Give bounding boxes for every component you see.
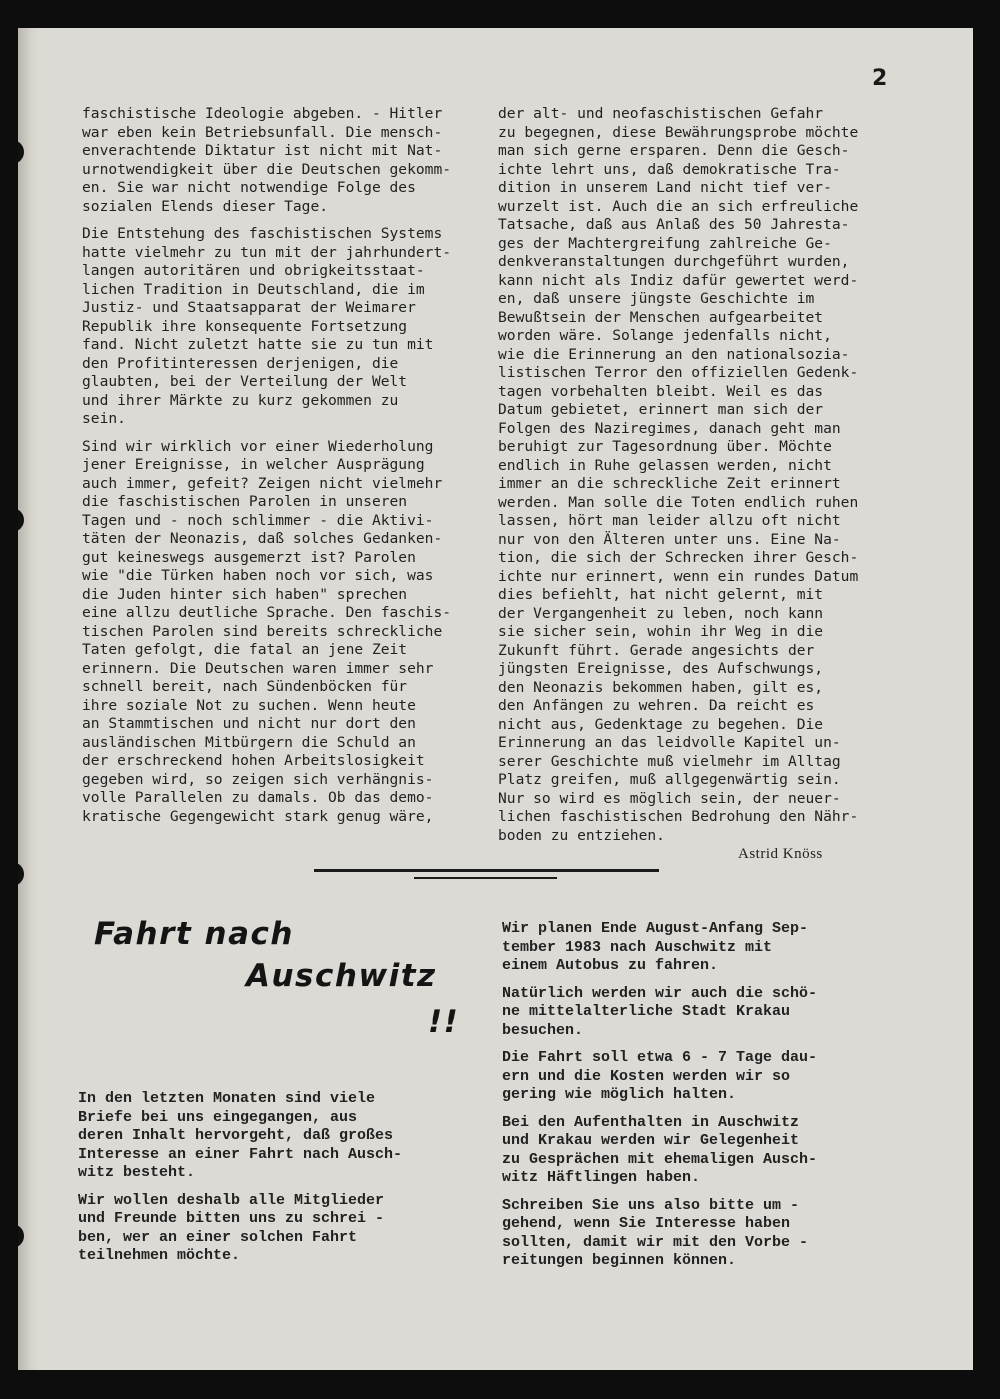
divider-line: [314, 869, 659, 872]
article2-left-column: [78, 1090, 488, 1275]
page-spine-shadow: [18, 28, 40, 1370]
article2-paragraph: Die Fahrt soll etwa 6 - 7 Tage dau- ern und die Kosten werden wir so gering wie möglich halten.: [502, 1049, 818, 1103]
article2-paragraph: Schreiben Sie uns also bitte um - gehend, wenn Sie Interesse haben sollten, damit wir mit den Vorbe - reitungen beginnen können.: [502, 1196, 809, 1269]
author-signature: Astrid Knöss: [738, 846, 823, 862]
headline-line-1: Fahrt nach: [94, 916, 294, 952]
article1-left-column: [82, 105, 474, 835]
article1-right-column: [498, 105, 892, 854]
article2-right-column: [502, 920, 902, 1280]
divider-line-short: [414, 877, 557, 879]
page-number: 2: [872, 66, 888, 91]
article1-paragraph: Sind wir wirklich vor einer Wiederholung jener Ereignisse, in welcher Ausprägung auch immer, gefeit? Zeigen nicht vielmehr die faschistischen Parolen in unseren Tagen und - noch schlimmer - die Aktivi- täten der Neonazis, daß solches Gedanken- gut keineswegs ausgemerzt ist? Parolen wie "die Türken haben noch vor sich, was die Juden hinter sich haben" sprechen eine allzu deutliche Sprache. Den faschis- tischen Parolen sind bereits schreckliche Taten gefolgt, die fatal an jene Zeit erinnern. Die Deutschen waren immer sehr schnell bereit, nach Sündenböcken für ihre soziale Not zu suchen. Wenn heute an Stammtischen und nicht nur dort den ausländischen Mitbürgern die Schuld an der erschreckend hohen Arbeitslosigkeit gegeben wird, so zeigen sich verhängnis- volle Parallelen zu damals. Ob das demo- kratische Gegengewicht stark genug wäre,: [82, 437, 452, 825]
article1-paragraph: faschistische Ideologie abgeben. - Hitler war eben kein Betriebsunfall. Die mensch- enverachtende Diktatur ist nicht mit Nat- urnotwendigkeit über die Deutschen gekomm- en. Sie war nicht notwendige Folge des sozialen Elends dieser Tage.: [82, 105, 452, 215]
document-page: [18, 28, 973, 1370]
article1-paragraph: der alt- und neofaschistischen Gefahr zu begegnen, diese Bewährungsprobe möchte man sich gerne ersparen. Denn die Gesch- ichte lehrt uns, daß demokratische Tra- dition in unserem Land nicht tief ver- wurzelt ist. Auch die an sich erfreuliche Tatsache, daß aus Anlaß des 50 Jahresta- ges der Machtergreifung zahlreiche Ge- denkveranstaltungen durchgeführt wurden, kann nicht als Indiz dafür gewertet werd- en, daß unsere jüngste Geschichte im Bewußtsein der Menschen aufgearbeitet worden wäre. Solange jedenfalls nicht, wie die Erinnerung an den nationalsozia- listischen Terror den offiziellen Gedenk- tagen vorbehalten bleibt. Weil es das Datum gebietet, erinnert man sich der Folgen des Naziregimes, danach geht man beruhigt zur Tagesordnung über. Möchte endlich in Ruhe gelassen werden, nicht immer an die schreckliche Zeit erinnert werden. Man solle die Toten endlich ruhen lassen, hört man leider allzu oft nicht nur von den Älteren unter uns. Eine Na- tion, die sich der Schrecken ihrer Gesch- ichte nur erinnert, wenn ein rundes Datum dies befiehlt, hat nicht gelernt, mit der Vergangenheit zu leben, noch kann sie sicher sein, wohin ihr Weg in die Zukunft führt. Gerade angesichts der jüngsten Ereignisse, des Aufschwungs, den Neonazis bekommen haben, gilt es, den Anfängen zu wehren. Da reicht es nicht aus, Gedenktage zu begehen. Die Erinnerung an das leidvolle Kapitel un- serer Geschichte muß vielmehr im Alltag Platz greifen, muß allgegenwärtig sein. Nur so wird es möglich sein, der neuer- lichen faschistischen Bedrohung den Nähr- boden zu entziehen.: [498, 105, 859, 844]
article2-paragraph: Wir planen Ende August-Anfang Sep- tember 1983 nach Auschwitz mit einem Autobus zu fahren.: [502, 920, 809, 974]
article1-paragraph: Die Entstehung des faschistischen Systems hatte vielmehr zu tun mit der jahrhundert- langen autoritären und obrigkeitsstaat- lichen Tradition in Deutschland, die im Justiz- und Staatsapparat der Weimarer Republik ihre konsequente Fortsetzung fand. Nicht zuletzt hatte sie zu tun mit den Profitinteressen derjenigen, die glaubten, bei der Verteilung der Welt und ihrer Märkte zu kurz gekommen zu sein.: [82, 225, 452, 427]
article2-paragraph: Natürlich werden wir auch die schö- ne mittelalterliche Stadt Krakau besuchen.: [502, 984, 818, 1039]
article2-paragraph: In den letzten Monaten sind viele Briefe bei uns eingegangen, aus deren Inhalt hervorgeht, daß großes Interesse an einer Fahrt nach Ausch- witz besteht.: [78, 1090, 403, 1181]
headline-line-3: !!: [428, 1004, 460, 1040]
article2-paragraph: Wir wollen deshalb alle Mitglieder und Freunde bitten uns zu schrei - ben, wer an einer solchen Fahrt teilnehmen möchte.: [78, 1191, 385, 1264]
headline-line-2: Auschwitz: [246, 958, 437, 994]
article2-paragraph: Bei den Aufenthalten in Auschwitz und Krakau werden wir Gelegenheit zu Gesprächen mit ehemaligen Ausch- witz Häftlingen haben.: [502, 1113, 818, 1186]
